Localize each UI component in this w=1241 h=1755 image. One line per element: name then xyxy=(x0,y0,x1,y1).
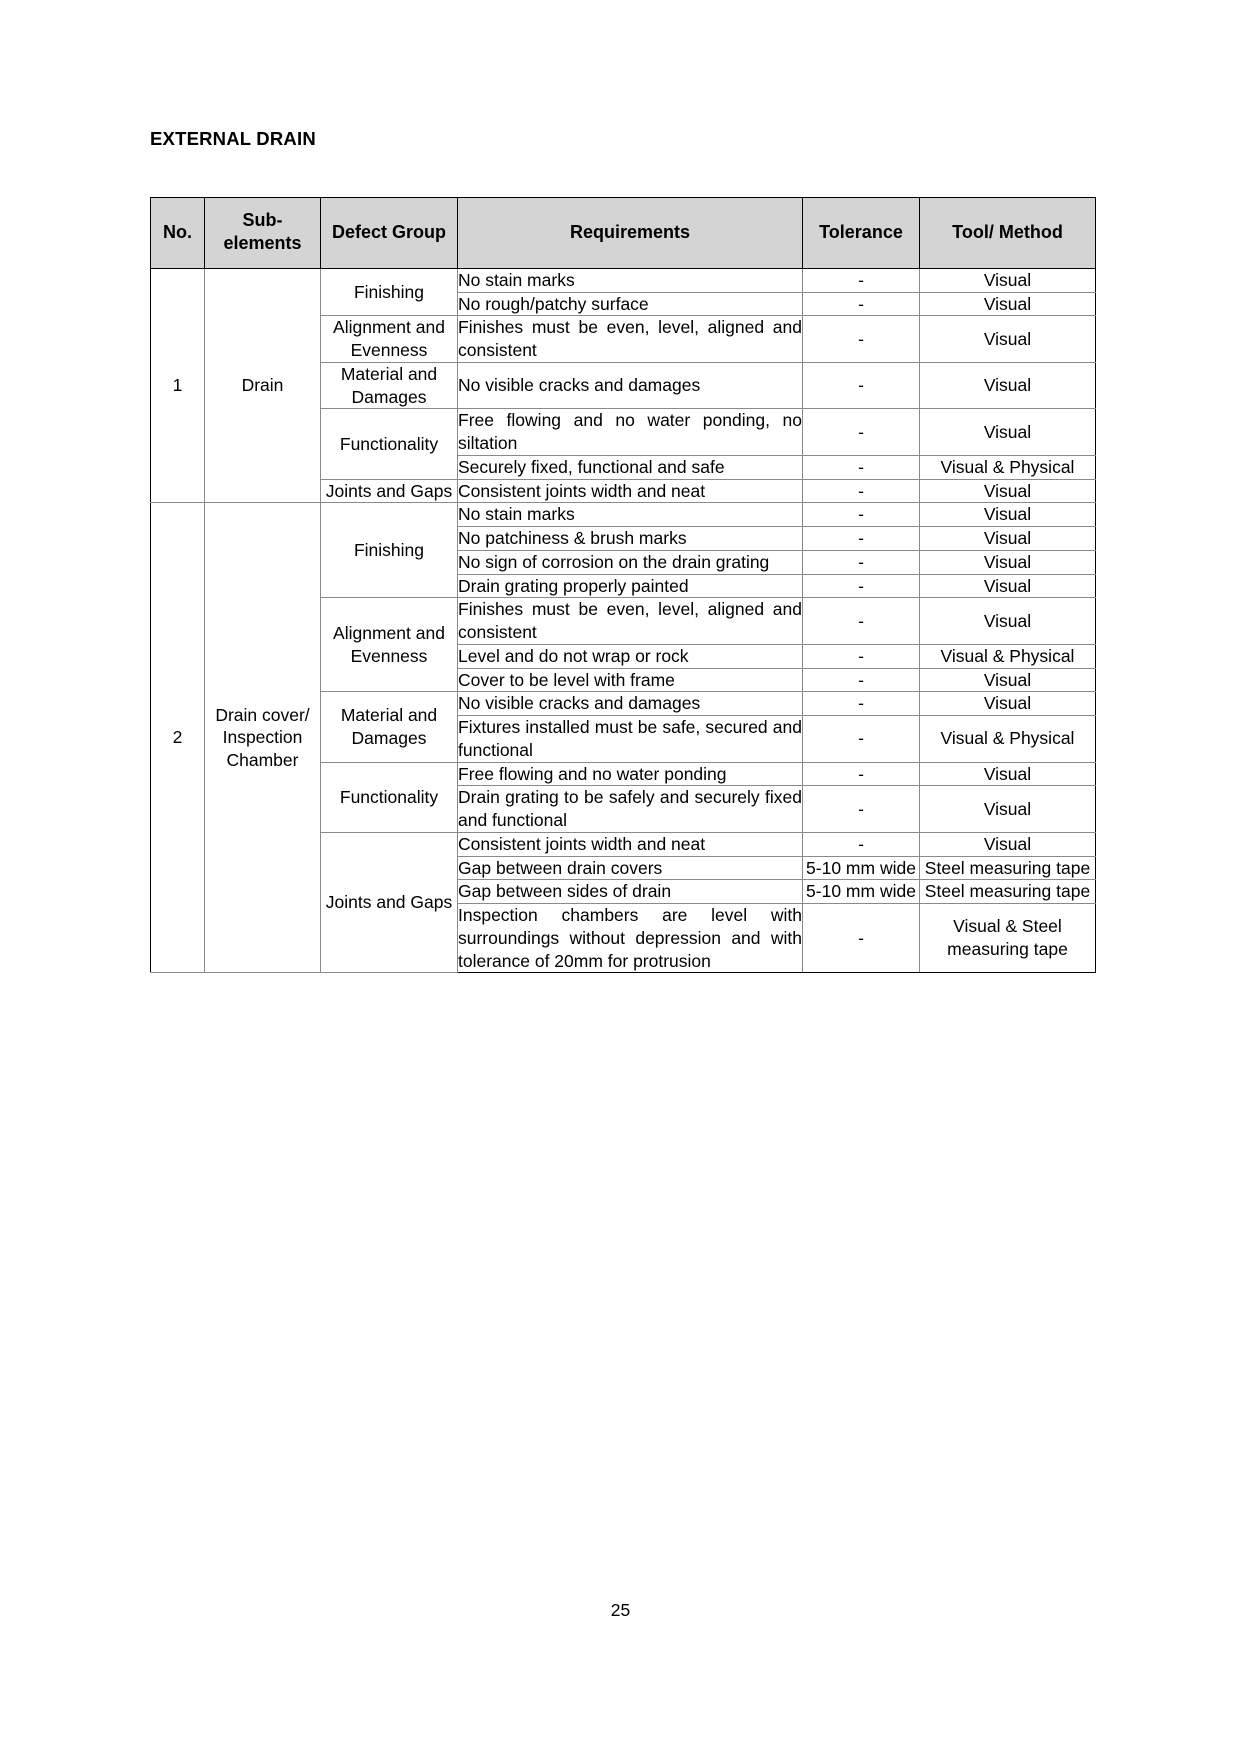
cell-tolerance: - xyxy=(803,316,920,363)
column-header-tolerance: Tolerance xyxy=(803,198,920,269)
cell-tool-method: Visual xyxy=(920,668,1096,692)
cell-tolerance: - xyxy=(803,268,920,292)
cell-tool-method: Steel measuring tape xyxy=(920,856,1096,880)
cell-tool-method: Visual xyxy=(920,479,1096,503)
cell-tolerance: - xyxy=(803,598,920,645)
cell-requirement: Finishes must be even, level, aligned and consistent xyxy=(458,598,803,645)
cell-defect-group: Material and Damages xyxy=(321,692,458,762)
cell-no: 2 xyxy=(151,503,205,973)
column-header-no: No. xyxy=(151,198,205,269)
cell-tolerance: - xyxy=(803,292,920,316)
cell-defect-group: Finishing xyxy=(321,503,458,598)
page-number: 25 xyxy=(610,1600,631,1620)
cell-tolerance: - xyxy=(803,692,920,716)
cell-tolerance: - xyxy=(803,644,920,668)
cell-requirement: No stain marks xyxy=(458,268,803,292)
cell-tool-method: Visual xyxy=(920,292,1096,316)
table-row xyxy=(151,503,1096,527)
cell-tolerance: - xyxy=(803,455,920,479)
cell-tool-method: Visual xyxy=(920,409,1096,456)
cell-tolerance: - xyxy=(803,832,920,856)
cell-tool-method: Visual xyxy=(920,316,1096,363)
cell-tolerance: - xyxy=(803,409,920,456)
cell-requirement: No visible cracks and damages xyxy=(458,362,803,409)
cell-tolerance: 5-10 mm wide xyxy=(803,880,920,904)
cell-requirement: Consistent joints width and neat xyxy=(458,832,803,856)
cell-requirement: Drain grating to be safely and securely fixed and functional xyxy=(458,786,803,833)
cell-tool-method: Visual xyxy=(920,527,1096,551)
cell-tolerance: - xyxy=(803,716,920,763)
cell-tool-method: Visual xyxy=(920,550,1096,574)
cell-tolerance: - xyxy=(803,527,920,551)
cell-requirement: Gap between sides of drain xyxy=(458,880,803,904)
cell-tolerance: 5-10 mm wide xyxy=(803,856,920,880)
cell-sub-element: Drain xyxy=(205,268,321,503)
cell-requirement: Cover to be level with frame xyxy=(458,668,803,692)
cell-requirement: Drain grating properly painted xyxy=(458,574,803,598)
cell-requirement: Level and do not wrap or rock xyxy=(458,644,803,668)
cell-tolerance: - xyxy=(803,362,920,409)
cell-requirement: Consistent joints width and neat xyxy=(458,479,803,503)
cell-tool-method: Visual xyxy=(920,598,1096,645)
cell-tolerance: - xyxy=(803,668,920,692)
cell-requirement: No stain marks xyxy=(458,503,803,527)
cell-requirement: Inspection chambers are level with surroundings without depression and with tolerance of 20mm for protrusion xyxy=(458,904,803,973)
cell-tolerance: - xyxy=(803,503,920,527)
cell-defect-group: Finishing xyxy=(321,268,458,316)
cell-requirement: Free flowing and no water ponding, no siltation xyxy=(458,409,803,456)
column-header-defect-group: Defect Group xyxy=(321,198,458,269)
cell-defect-group: Alignment and Evenness xyxy=(321,316,458,363)
cell-tolerance: - xyxy=(803,479,920,503)
cell-tolerance: - xyxy=(803,786,920,833)
cell-defect-group: Joints and Gaps xyxy=(321,479,458,503)
cell-tool-method: Visual xyxy=(920,503,1096,527)
cell-defect-group: Functionality xyxy=(321,409,458,479)
header-row xyxy=(151,198,1096,269)
page-title: EXTERNAL DRAIN xyxy=(150,128,316,149)
cell-requirement: Finishes must be even, level, aligned and consistent xyxy=(458,316,803,363)
cell-tool-method: Visual xyxy=(920,786,1096,833)
cell-tolerance: - xyxy=(803,762,920,786)
cell-requirement: Free flowing and no water ponding xyxy=(458,762,803,786)
cell-no: 1 xyxy=(151,268,205,503)
column-header-requirements: Requirements xyxy=(458,198,803,269)
cell-tool-method: Visual xyxy=(920,692,1096,716)
cell-sub-element: Drain cover/ Inspection Chamber xyxy=(205,503,321,973)
cell-defect-group: Functionality xyxy=(321,762,458,832)
cell-requirement: Securely fixed, functional and safe xyxy=(458,455,803,479)
cell-tolerance: - xyxy=(803,574,920,598)
cell-tool-method: Visual xyxy=(920,362,1096,409)
cell-tool-method: Visual xyxy=(920,268,1096,292)
table-header xyxy=(151,198,1096,269)
cell-tool-method: Visual xyxy=(920,574,1096,598)
cell-tool-method: Visual & Physical xyxy=(920,644,1096,668)
inspection-table xyxy=(150,197,1096,973)
cell-tool-method: Steel measuring tape xyxy=(920,880,1096,904)
cell-tool-method: Visual & Steel measuring tape xyxy=(920,904,1096,973)
cell-tool-method: Visual & Physical xyxy=(920,716,1096,763)
column-header-sub-elements: Sub-elements xyxy=(205,198,321,269)
cell-tool-method: Visual xyxy=(920,832,1096,856)
column-header-tool-method: Tool/ Method xyxy=(920,198,1096,269)
cell-requirement: Gap between drain covers xyxy=(458,856,803,880)
cell-requirement: No patchiness & brush marks xyxy=(458,527,803,551)
table-row xyxy=(151,268,1096,292)
cell-defect-group: Alignment and Evenness xyxy=(321,598,458,692)
cell-requirement: Fixtures installed must be safe, secured and functional xyxy=(458,716,803,763)
cell-tool-method: Visual & Physical xyxy=(920,455,1096,479)
cell-defect-group: Material and Damages xyxy=(321,362,458,409)
cell-requirement: No visible cracks and damages xyxy=(458,692,803,716)
cell-tolerance: - xyxy=(803,904,920,973)
table-body xyxy=(151,268,1096,973)
cell-requirement: No sign of corrosion on the drain grating xyxy=(458,550,803,574)
cell-defect-group: Joints and Gaps xyxy=(321,832,458,973)
cell-tool-method: Visual xyxy=(920,762,1096,786)
cell-requirement: No rough/patchy surface xyxy=(458,292,803,316)
cell-tolerance: - xyxy=(803,550,920,574)
